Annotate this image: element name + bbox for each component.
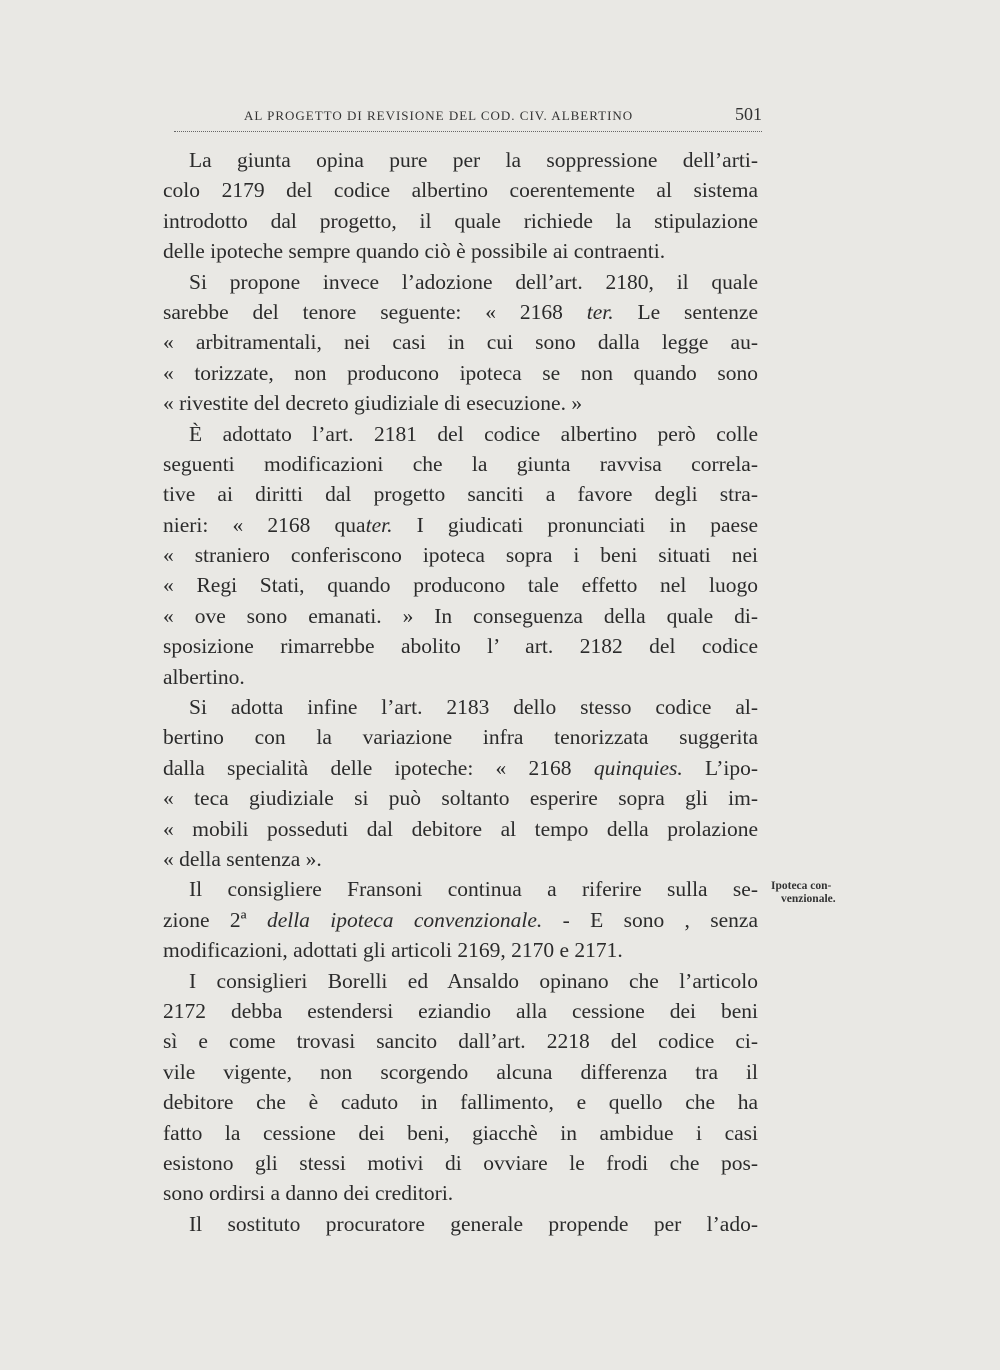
text-line: « della sentenza ». [163, 846, 322, 871]
text-line: sì e come trovasi sancito dall’art. 2218 del codice ci- [163, 1029, 758, 1054]
text-line: « straniero conferiscono ipoteca sopra i beni situati nei [163, 543, 758, 568]
text-line: I consiglieri Borelli ed Ansaldo opinano che l’articolo [189, 968, 758, 993]
running-header [170, 104, 764, 128]
text-line: introdotto dal progetto, il quale richiede la stipulazione [163, 208, 758, 233]
text-line: delle ipoteche sempre quando ciò è possibile ai contraenti. [163, 239, 666, 264]
text-line: sarebbe del tenore seguente: « 2168 ter. Le sentenze [163, 299, 758, 324]
text-line: Si adotta infine l’art. 2183 dello stesso codice al- [189, 695, 758, 720]
text-line: Il sostituto procuratore generale propende per l’ado- [189, 1211, 758, 1236]
text-line: Si propone invece l’adozione dell’art. 2180, il quale [189, 269, 758, 294]
margin-note-line: venzionale. [781, 893, 836, 905]
text-line: colo 2179 del codice albertino coerentemente al sistema [163, 178, 758, 203]
text-line: vile vigente, non scorgendo alcuna differenza tra il [163, 1059, 758, 1084]
text-line: sono ordirsi a danno dei creditori. [163, 1181, 454, 1206]
text-line: nieri: « 2168 quater. I giudicati pronunciati in paese [163, 512, 758, 537]
text-line: debitore che è caduto in fallimento, e quello che ha [163, 1090, 758, 1115]
text-line: È adottato l’art. 2181 del codice albertino però colle [189, 421, 758, 446]
text-line: « rivestite del decreto giudiziale di esecuzione. » [163, 391, 583, 416]
text-line: bertino con la variazione infra tenorizzata suggerita [163, 725, 758, 750]
body-text [163, 145, 758, 1239]
text-line: Il consigliere Fransoni continua a riferire sulla se- [189, 877, 758, 902]
text-line: albertino. [163, 664, 245, 689]
text-line: « Regi Stati, quando producono tale effetto nel luogo [163, 573, 758, 598]
header-rule [174, 131, 762, 132]
text-line: « teca giudiziale si può soltanto esperire sopra gli im- [163, 786, 758, 811]
text-line: modificazioni, adottati gli articoli 2169, 2170 e 2171. [163, 938, 623, 963]
text-line: esistono gli stessi motivi di ovviare le frodi che pos- [163, 1150, 758, 1175]
text-line: tive ai diritti dal progetto sanciti a favore degli stra- [163, 482, 758, 507]
text-line: seguenti modificazioni che la giunta ravvisa correla- [163, 451, 758, 476]
margin-note [771, 880, 881, 906]
text-line: zione 2ª della ipoteca convenzionale. - E sono , senza [163, 907, 759, 932]
running-title: AL PROGETTO DI REVISIONE DEL COD. CIV. ALBERTINO [244, 108, 634, 123]
margin-note-line: Ipoteca con- [771, 880, 832, 892]
text-line: « mobili posseduti dal debitore al tempo della prolazione [163, 816, 758, 841]
text-line: « torizzate, non producono ipoteca se non quando sono [163, 360, 758, 385]
text-line: fatto la cessione dei beni, giacchè in ambidue i casi [163, 1120, 758, 1145]
text-line: sposizione rimarrebbe abolito l’ art. 2182 del codice [163, 634, 758, 659]
text-line: dalla specialità delle ipoteche: « 2168 quinquies. L’ipo- [163, 755, 759, 780]
text-line: La giunta opina pure per la soppressione dell’arti- [189, 148, 758, 172]
text-line: « arbitramentali, nei casi in cui sono dalla legge au- [163, 330, 758, 355]
text-line: « ove sono emanati. » In conseguenza della quale di- [163, 603, 758, 628]
text-line: 2172 debba estendersi eziandio alla cessione dei beni [163, 998, 758, 1023]
page-number: 501 [735, 104, 762, 124]
